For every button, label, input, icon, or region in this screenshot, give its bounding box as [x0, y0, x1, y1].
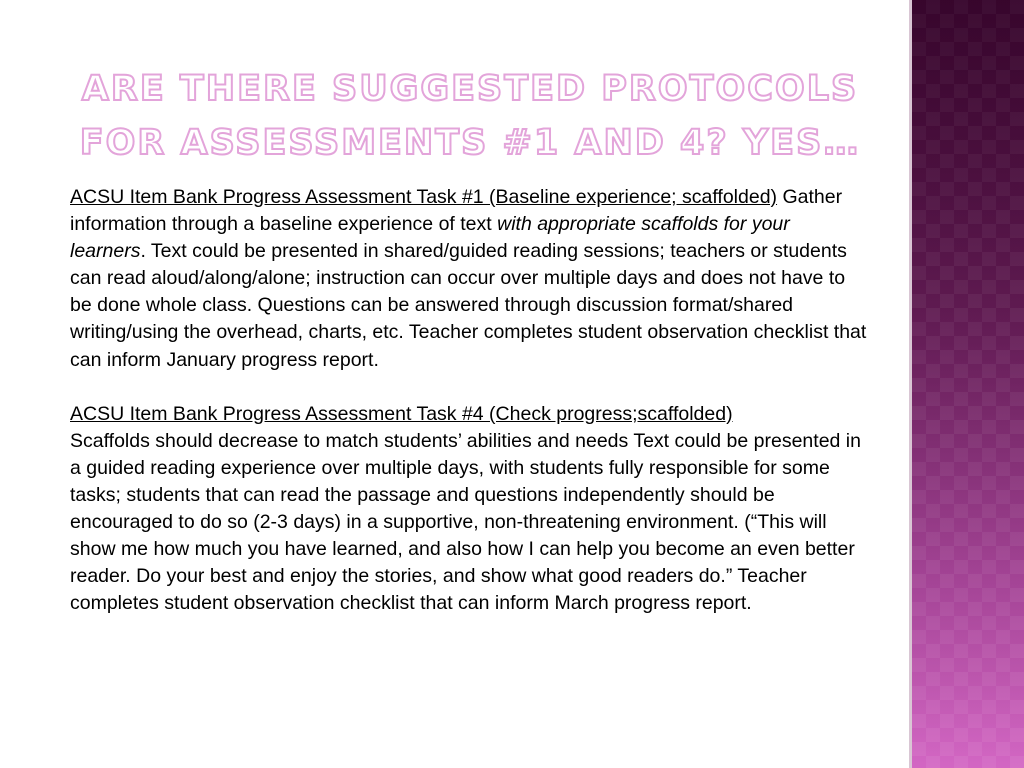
title-line-1: ARE THERE SUGGESTED PROTOCOLS: [81, 69, 859, 109]
slide-body: [70, 184, 870, 617]
decorative-side-panel: [912, 0, 1024, 768]
task-1-text-intro: Gather information through a baseline experience of text: [70, 186, 843, 236]
task-4-heading: ACSU Item Bank Progress Assessment Task #4 (Check progress;scaffolded): [70, 402, 733, 425]
task-1-emphasis: with appropriate scaffolds for your learners: [70, 213, 790, 263]
paragraph-task-4: [70, 401, 870, 618]
paragraph-task-1: [70, 184, 870, 374]
task-1-heading: ACSU Item Bank Progress Assessment Task #1 (Baseline experience; scaffolded): [70, 186, 778, 208]
title-line-2: FOR ASSESSMENTS #1 AND 4? YES…: [79, 123, 861, 163]
task-4-text: Scaffolds should decrease to match students’ abilities and needs Text could be presented in a guided reading experience over multiple days, with students fully responsible for some tasks; students that can read the passage and questions independently should be encouraged to do so (2-3 days) in a supportive, non-threatening environment. (“This will show me how much you have learned, and also how I can help you become an even better reader. Do your best and enjoy the stories, and show what good readers do.” Teacher completes student observation checklist that can inform March progress report.: [70, 429, 861, 615]
task-1-text: . Text could be presented in shared/guided reading sessions; teachers or students can read aloud/along/alone; instruction can occur over multiple days and does not have to be done whole class. Questions can be answered through discussion format/shared writing/using the overhead, charts, etc. Teacher completes student observation checklist that can inform January progress report.: [70, 240, 867, 371]
slide-title: [60, 62, 880, 170]
